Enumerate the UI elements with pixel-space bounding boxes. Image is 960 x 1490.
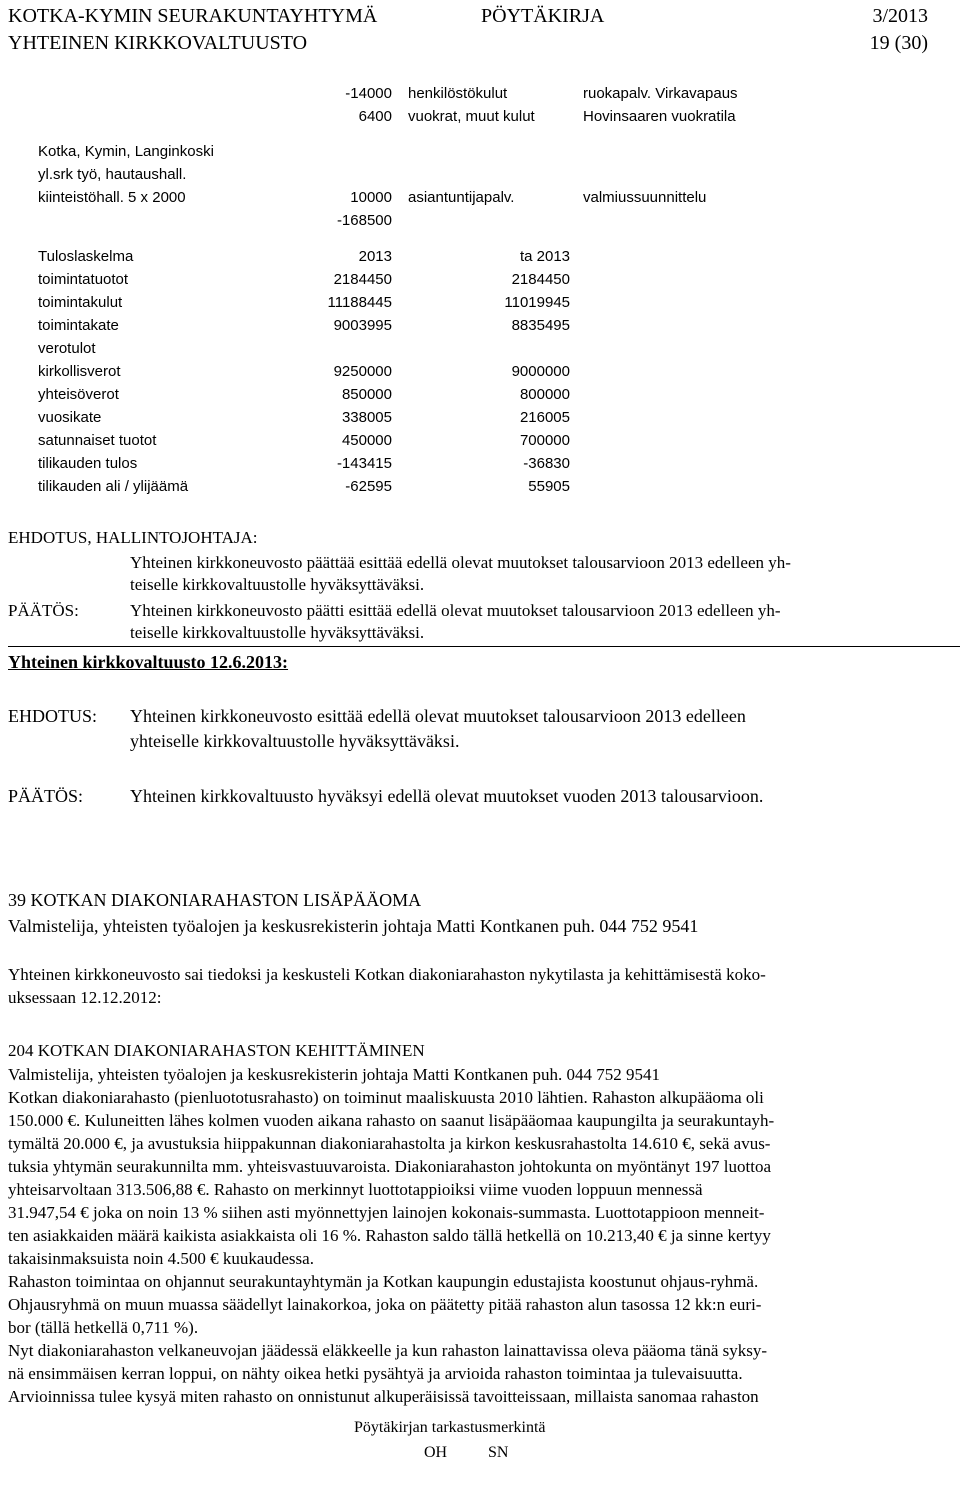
- row-label: verotulot: [38, 340, 96, 357]
- body-line: ten asiakkaiden määrä kaikista asiakkaista oli 16 %. Rahaston saldo tällä hetkellä on 10.213,40 € ja sinne kertyy: [8, 1226, 771, 1245]
- budget-note: Hovinsaaren vuokratila: [583, 108, 736, 125]
- row-label: toimintakulut: [38, 294, 123, 311]
- row-label: toimintakate: [38, 317, 119, 334]
- table-header: 2013: [358, 248, 392, 265]
- review-mark-label: Pöytäkirjan tarkastusmerkintä: [354, 1419, 546, 1436]
- row-value-2013: 9003995: [333, 317, 392, 334]
- decision-label: PÄÄTÖS:: [8, 786, 84, 806]
- proposal-text: yhteiselle kirkkovaltuustolle hyväksyttäväksi.: [130, 731, 460, 751]
- row-label: toimintatuotot: [38, 271, 129, 288]
- body-line: Ohjausryhmä on muun muassa säädellyt lainakorkoa, joka on päätetty pitää rahaston alun tasossa 12 kk:n euri-: [8, 1295, 762, 1314]
- budget-account: vuokrat, muut kulut: [408, 108, 535, 125]
- body-line: 31.947,54 € joka on noin 13 % siihen asti myönnettyjen lainojen kokonais-summasta. Luottotappioon menneit-: [8, 1203, 765, 1222]
- body-line: Rahaston toimintaa on ohjannut seurakuntayhtymän ja Kotkan kaupungin edustajista koostunut ohjaus-ryhmä.: [8, 1272, 759, 1291]
- budget-value: 6400: [358, 108, 392, 125]
- preparer-line: Valmistelija, yhteisten työalojen ja keskusrekisterin johtaja Matti Kontkanen puh. 044 752 9541: [8, 916, 699, 936]
- row-value-2013: 9250000: [333, 363, 392, 380]
- row-label: kirkollisverot: [38, 363, 121, 380]
- row-value-2013: 450000: [341, 432, 392, 449]
- row-value-ta2013: 700000: [519, 432, 570, 449]
- section-title: 39 KOTKAN DIAKONIARAHASTON LISÄPÄÄOMA: [8, 890, 422, 910]
- document-type: PÖYTÄKIRJA: [481, 5, 605, 27]
- budget-label: kiinteistöhall. 5 x 2000: [38, 189, 186, 206]
- budget-value: -14000: [345, 85, 392, 102]
- proposal-text: Yhteinen kirkkoneuvosto esittää edellä olevat muutokset talousarvioon 2013 edelleen: [130, 706, 746, 726]
- row-value-ta2013: 800000: [519, 386, 570, 403]
- minutes-number: 3/2013: [872, 5, 928, 27]
- row-value-2013: 338005: [341, 409, 392, 426]
- body-line: yhteisarvoltaan 313.506,88 €. Rahasto on merkinnyt luottotappioiksi viime vuoden loppuun mennessä: [8, 1180, 703, 1199]
- proposal-label: EHDOTUS, HALLINTOJOHTAJA:: [8, 528, 258, 547]
- council-name: YHTEINEN KIRKKOVALTUUSTO: [8, 32, 308, 54]
- meeting-heading: Yhteinen kirkkovaltuusto 12.6.2013:: [8, 652, 289, 672]
- body-line: Nyt diakoniarahaston velkaneuvojan jäädessä eläkkeelle ja kun rahaston lainattavissa oleva pääoma tänä syksy-: [8, 1341, 768, 1360]
- budget-note: valmiussuunnittelu: [583, 189, 707, 206]
- budget-account: asiantuntijapalv.: [408, 189, 515, 206]
- row-value-2013: -62595: [345, 478, 392, 495]
- row-label: tilikauden ali / ylijäämä: [38, 478, 189, 495]
- row-value-2013: -143415: [336, 455, 392, 472]
- body-line: takaisinmaksuista noin 4.500 € kuukaudessa.: [8, 1249, 314, 1268]
- row-label: tilikauden tulos: [38, 455, 138, 472]
- body-line: tuksia yhtymän seurakunnilta mm. yhteisvastuuvaroista. Diakoniarahaston johtokunta on myöntänyt 197 luottoa: [8, 1157, 771, 1176]
- body-line: nä ensimmäisen kerran loppui, on nähty oikea hetki pysähtyä ja arvioida rahaston toimintaa ja tulevaisuutta.: [8, 1364, 743, 1383]
- page-number: 19 (30): [869, 32, 928, 54]
- row-value-ta2013: 2184450: [511, 271, 570, 288]
- proposal-label: EHDOTUS:: [8, 706, 97, 726]
- row-value-ta2013: 9000000: [511, 363, 570, 380]
- intro-text: Yhteinen kirkkoneuvosto sai tiedoksi ja keskusteli Kotkan diakoniarahaston nykytilasta ja kehittämisestä koko-: [8, 965, 766, 984]
- body-line: Valmistelija, yhteisten työalojen ja keskusrekisterin johtaja Matti Kontkanen puh. 044 752 9541: [8, 1065, 661, 1084]
- table-header: ta 2013: [519, 248, 570, 265]
- body-line: bor (tällä hetkellä 0,711 %).: [8, 1318, 199, 1337]
- horizontal-rule: [8, 646, 960, 647]
- row-label: yhteisöverot: [38, 386, 119, 403]
- row-value-2013: 11188445: [327, 294, 392, 311]
- row-label: satunnaiset tuotot: [38, 432, 157, 449]
- organization-name: KOTKA-KYMIN SEURAKUNTAYHTYMÄ: [8, 5, 378, 27]
- row-label: vuosikate: [38, 409, 102, 426]
- budget-note: ruokapalv. Virkavapaus: [583, 85, 738, 102]
- reviewer-initials: OH: [424, 1444, 448, 1461]
- intro-text: uksessaan 12.12.2012:: [8, 988, 162, 1007]
- row-value-ta2013: 55905: [528, 478, 570, 495]
- body-line: Kotkan diakoniarahasto (pienluototusrahasto) on toiminut maaliskuusta 2010 lähtien. Rahaston alkupääoma oli: [8, 1088, 764, 1107]
- decision-label: PÄÄTÖS:: [8, 601, 79, 620]
- row-value-ta2013: 11019945: [504, 294, 570, 311]
- row-value-ta2013: -36830: [523, 455, 570, 472]
- decision-text: Yhteinen kirkkoneuvosto päätti esittää edellä olevat muutokset talousarvioon 2013 edelleen yh-: [130, 601, 781, 620]
- row-value-ta2013: 8835495: [511, 317, 570, 334]
- body-line: tymältä 20.000 €, ja avustuksia hiippakunnan diakoniarahastolta ja kirkon keskusrahastolta 14.610 €, sekä avus-: [8, 1134, 771, 1153]
- row-value-2013: 850000: [341, 386, 392, 403]
- budget-label: Kotka, Kymin, Langinkoski: [38, 143, 214, 160]
- row-value-ta2013: 216005: [519, 409, 570, 426]
- proposal-text: Yhteinen kirkkoneuvosto päättää esittää edellä olevat muutokset talousarvioon 2013 edelleen yh-: [130, 553, 791, 572]
- budget-total: -168500: [336, 212, 392, 229]
- proposal-text: teiselle kirkkovaltuustolle hyväksyttäväksi.: [130, 575, 425, 594]
- section-title: 204 KOTKAN DIAKONIARAHASTON KEHITTÄMINEN: [8, 1041, 425, 1060]
- reviewer-initials: SN: [488, 1444, 509, 1461]
- budget-label: yl.srk työ, hautaushall.: [38, 166, 187, 183]
- budget-value: 10000: [350, 189, 392, 206]
- body-line: Arvioinnissa tulee kysyä miten rahasto on onnistunut alkuperäisissä tavoitteissaan, millaista sanomaa rahaston: [8, 1387, 759, 1406]
- body-line: 150.000 €. Kuluneitten lähes kolmen vuoden aikana rahasto on saanut lisäpääomaa kaupungilta ja seurakuntayh-: [8, 1111, 775, 1130]
- budget-account: henkilöstökulut: [408, 85, 508, 102]
- table-header: Tuloslaskelma: [38, 248, 134, 265]
- row-value-2013: 2184450: [333, 271, 392, 288]
- decision-text: Yhteinen kirkkovaltuusto hyväksyi edellä olevat muutokset vuoden 2013 talousarvioon.: [130, 786, 764, 806]
- decision-text: teiselle kirkkovaltuustolle hyväksyttäväksi.: [130, 623, 425, 642]
